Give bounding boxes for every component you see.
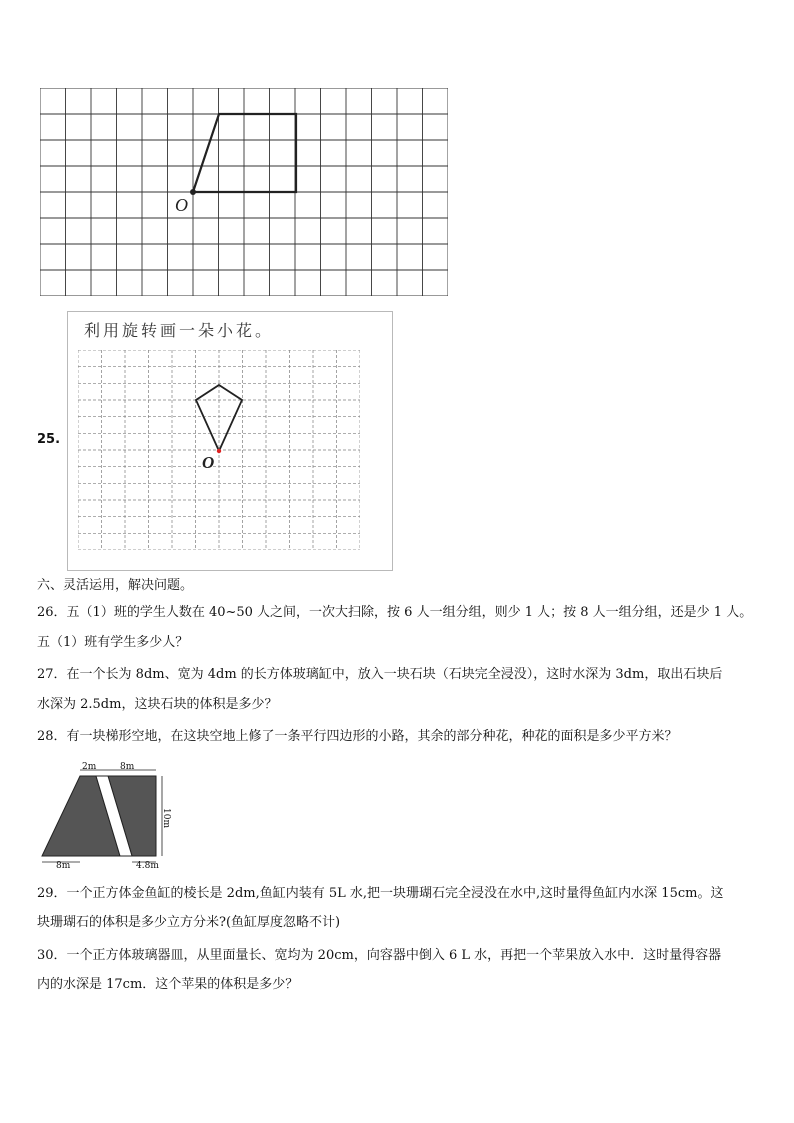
label-top-path: 2m — [82, 762, 97, 772]
quadrilateral-shape — [193, 114, 296, 192]
rotation-center-label: O — [202, 453, 215, 472]
label-bottom-right: 4.8m — [136, 861, 159, 870]
q30-line-1: 30．一个正方体玻璃器皿，从里面量长、宽均为 20cm，向容器中倒入 6 L 水，再把一个苹果放入水中．这时量得容器 — [37, 948, 722, 963]
q27-line-1: 27．在一个长为 8dm、宽为 4dm 的长方体玻璃缸中，放入一块石块（石块完全浸没），这时水深为 3dm，取出石块后 — [37, 667, 723, 682]
rotation-center-point — [217, 449, 221, 453]
q29-line-2: 块珊瑚石的体积是多少立方分米?(鱼缸厚度忽略不计) — [37, 915, 341, 930]
q30-line-2: 内的水深是 17cm．这个苹果的体积是多少？ — [37, 977, 299, 992]
origin-label: O — [175, 195, 188, 215]
q26-line-1: 26．五（1）班的学生人数在 40~50 人之间，一次大扫除，按 6 人一组分组，则少 1 人；按 8 人一组分组，还是少 1 人。 — [37, 605, 753, 620]
label-bottom-left: 8m — [56, 861, 71, 870]
flower-grid-figure — [78, 350, 360, 550]
trapezoid-figure — [38, 760, 172, 870]
section-heading: 六、灵活运用，解决问题。 — [37, 578, 194, 593]
rotation-grid-figure — [40, 88, 448, 296]
origin-point — [190, 189, 196, 195]
q29-line-1: 29．一个正方体金鱼缸的棱长是 2dm,鱼缸内装有 5L 水,把一块珊瑚石完全浸没在水中,这时量得鱼缸内水深 15cm。这 — [37, 886, 724, 901]
label-top-right: 8m — [120, 762, 135, 772]
panel-title: 利用旋转画一朵小花。 — [84, 321, 275, 340]
question-25-number: 25. — [37, 432, 61, 447]
label-right-height: 10m — [161, 808, 171, 828]
q27-line-2: 水深为 2.5dm，这块石块的体积是多少？ — [37, 697, 278, 712]
flower-rotation-panel — [67, 311, 393, 571]
q26-line-2: 五（1）班有学生多少人？ — [37, 635, 189, 650]
q28-line-1: 28．有一块梯形空地，在这块空地上修了一条平行四边形的小路，其余的部分种花，种花的面积是多少平方米？ — [37, 729, 678, 744]
